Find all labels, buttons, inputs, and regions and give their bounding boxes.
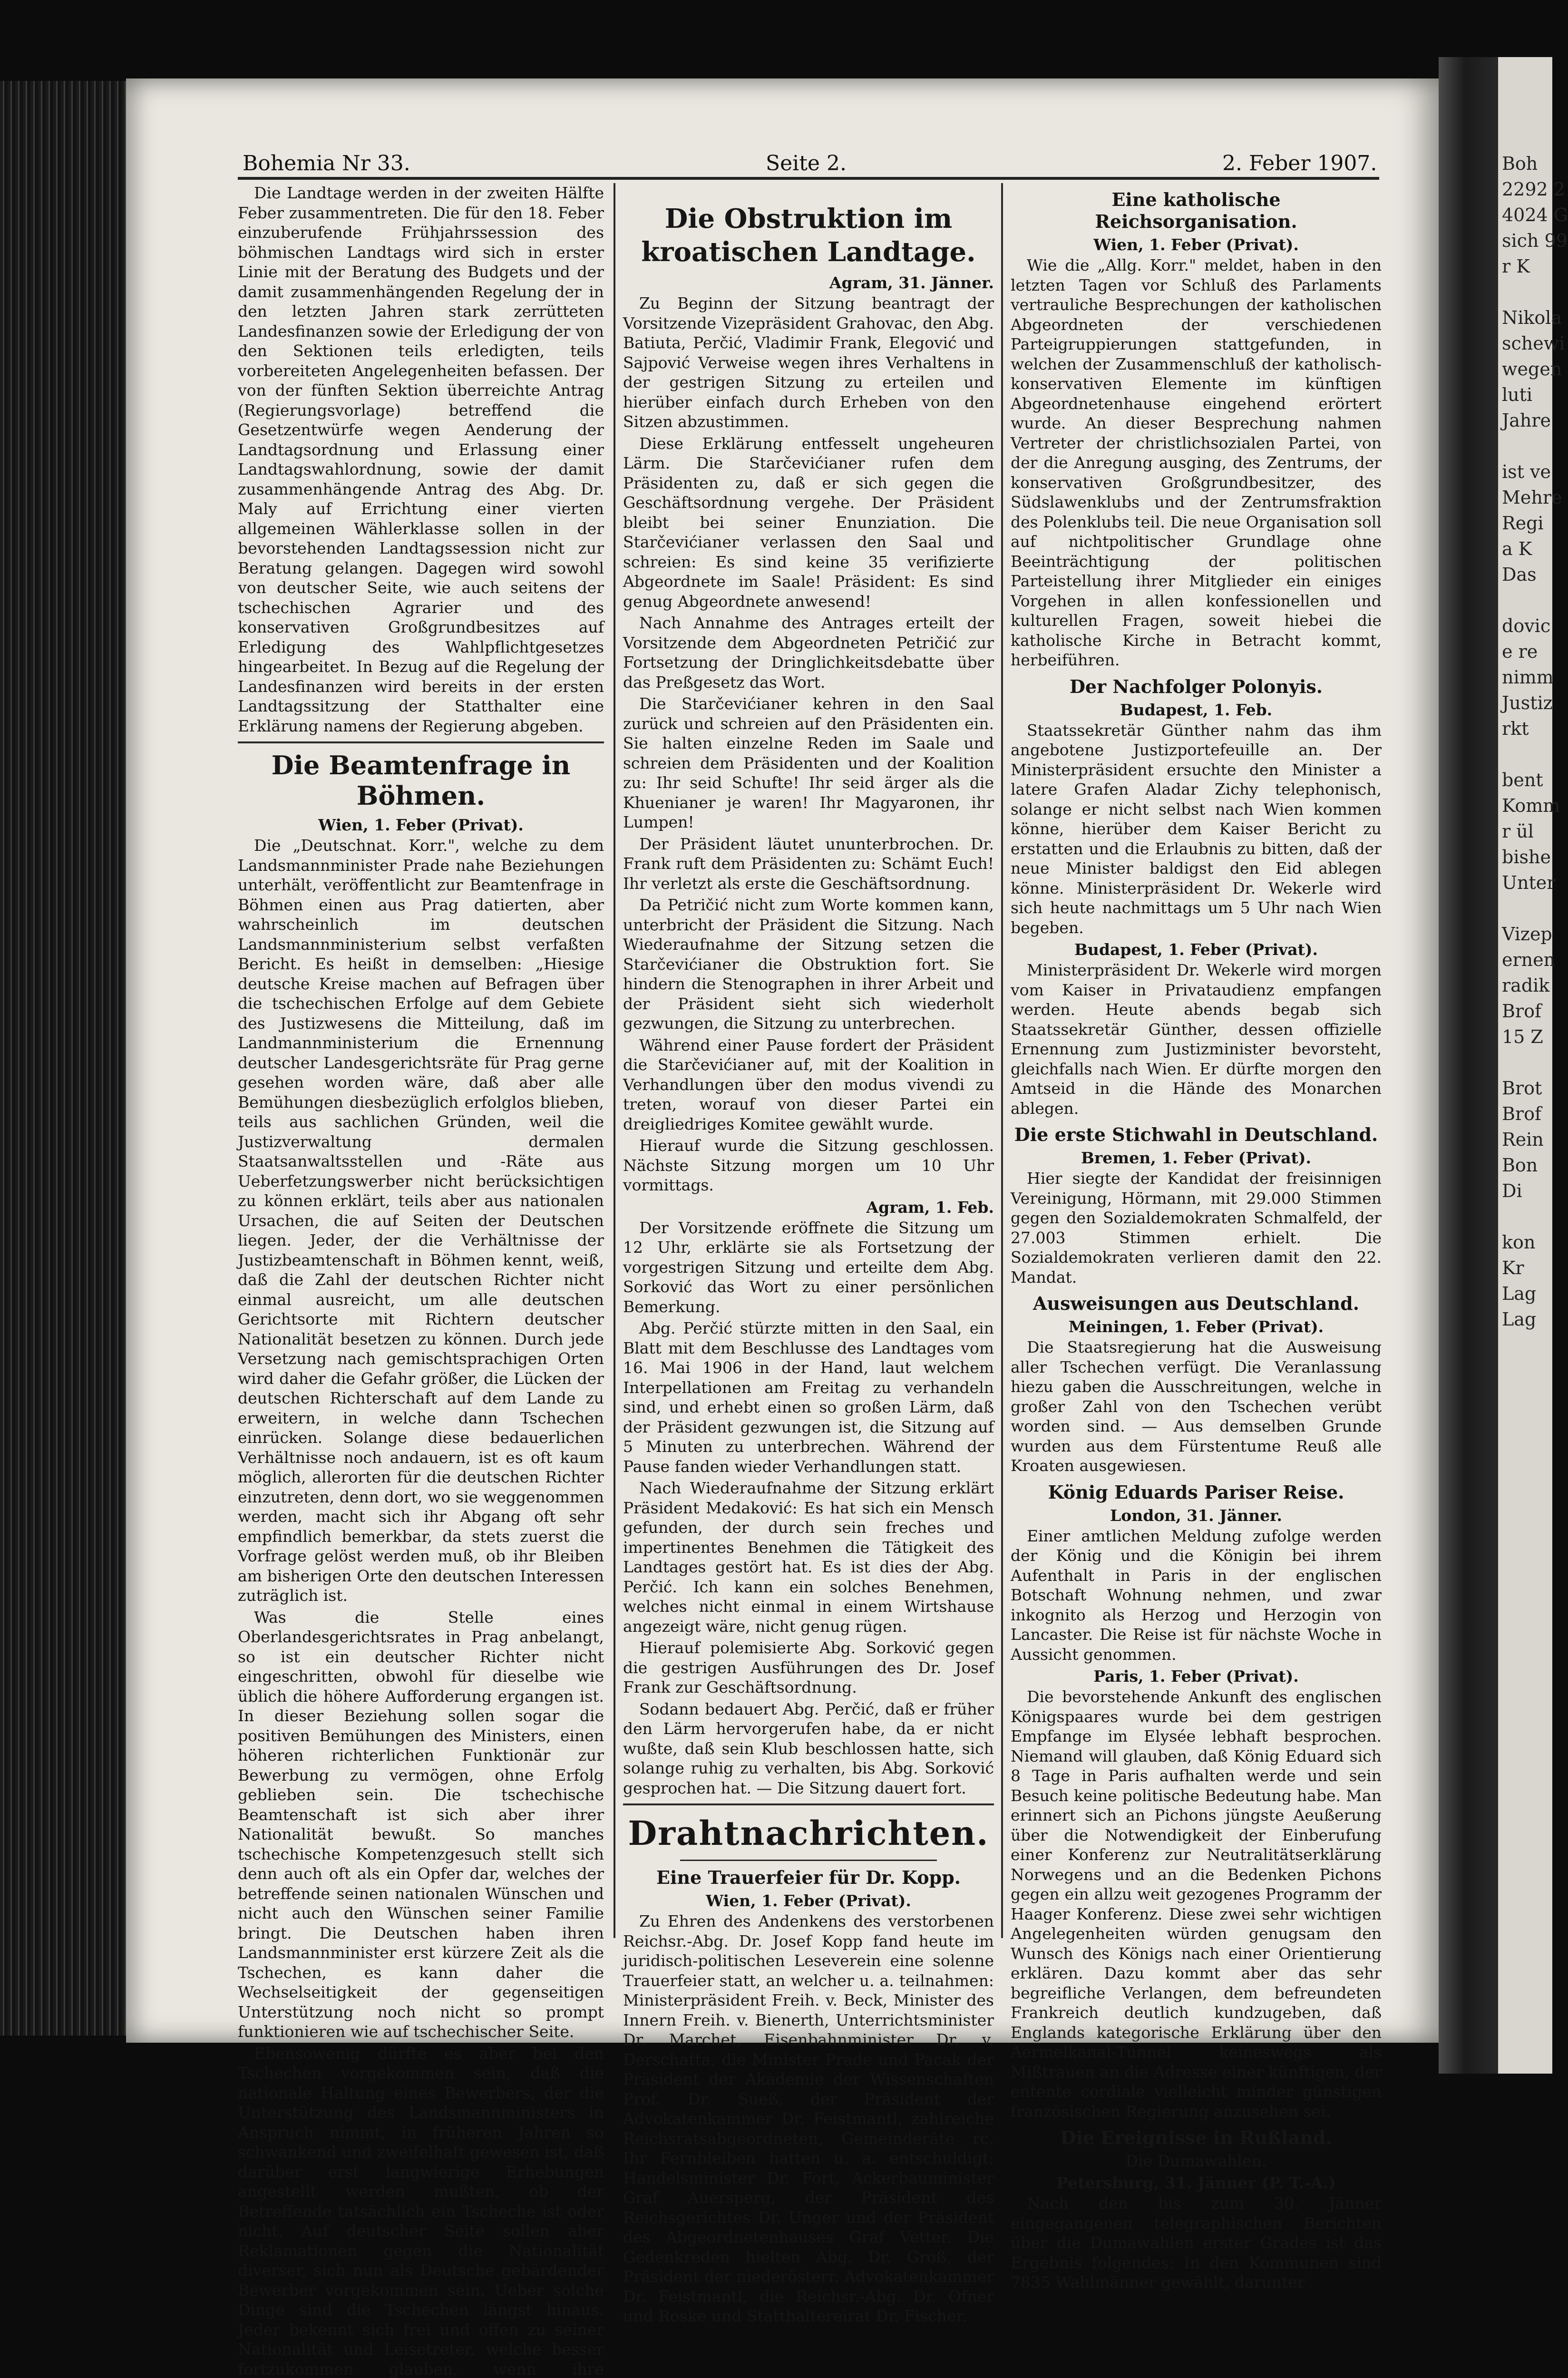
- article-paragraph: Diese Erklärung entfesselt ungeheuren Lärm. Die Starčevićianer rufen dem Präsidenten zu, daß er sich gegen die Geschäftsordnung vergehe. Der Präsident bleibt bei seiner Enunziation. Die Starčevićianer verlassen den Saal und schreien: Es sind keine 35 verifizierte Abgeordnete im Saale! Präsident: Es sind genug Abgeordnete anwesend!: [623, 434, 994, 612]
- article-paragraph: Einer amtlichen Meldung zufolge werden der König und die Königin bei ihrem Aufenthalt in Paris in der englischen Botschaft Wohnung nehmen, und zwar inkognito als Herzog und Herzogin von Lancaster. Die Reise ist für nächste Woche in Aussicht genommen.: [1011, 1526, 1382, 1665]
- adjacent-page-line: Komm: [1502, 794, 1552, 817]
- article-paragraph: Wie die „Allg. Korr." meldet, haben in den letzten Tagen vor Schluß des Parlaments vertrauliche Besprechungen der katholischen Abgeordneten der verschiedenen Parteigruppierungen stattgefunden, in welchen der Zusammenschluß der katholisch-konservativen Elemente im künftigen Abgeordnetenhause eingehend erörtert wurde. An dieser Besprechung nahmen Vertreter der christlichsozialen Partei, von der die Anregung ausging, des Zentrums, der konservativen Großgrundbesitzer, des Südslawenklubs und der Zentrumsfraktion des Polenklubs teil. Die neue Organisation soll auf nichtpolitischer Grundlage ohne Beeinträchtigung der politischen Parteistellung ihrer Mitglieder ein einiges Vorgehen in allen konfessionellen und kulturellen Fragen, soweit hiebei die katholische Kirche in Betracht kommt, herbeiführen.: [1011, 255, 1382, 670]
- article-paragraph: Zu Beginn der Sitzung beantragt der Vorsitzende Vizepräsident Grahovac, den Abg. Batiuta, Perčić, Vladimir Frank, Elegović und Sajpović Verweise wegen ihres Verhaltens in der gestrigen Sitzung zu erteilen und hierüber einfach durch Erheben von den Sitzen abzustimmen.: [623, 293, 994, 432]
- dateline: Wien, 1. Feber (Privat).: [238, 816, 604, 835]
- adjacent-page-line: r ül: [1502, 820, 1552, 843]
- page-header: [243, 151, 1374, 180]
- headline-beamtenfrage: Die Beamtenfrage in Böhmen.: [238, 750, 604, 811]
- section-divider: [680, 1860, 937, 1861]
- adjacent-page-line: Unter: [1502, 871, 1552, 894]
- article-paragraph: Was die Stelle eines Oberlandesgerichtsrates in Prag anbelangt, so ist ein deutscher Richter nicht eingeschritten, obwohl für dieselbe wie üblich die höhere Aufforderung ergangen ist. In dieser Beziehung sollen sogar die positiven Bemühungen des Ministers, einen höheren richterlichen Funktionär zur Bewerbung zu vermögen, ohne Erfolg geblieben sein. Die tschechische Beamtenschaft ist sich aber ihrer Nationalität bewußt. So manches tschechische Kompetenzgesuch stellt sich denn auch oft als ein Opfer dar, welches der betreffende seinen nationalen Wünschen und nicht auch den Wünschen seiner Familie bringt. Die Deutschen haben ihren Landsmannminister erst kürzere Zeit als die Tschechen, es kann daher die Wechselseitigkeit der gegenseitigen Unterstützung noch nicht so prompt funktionieren wie auf tschechischer Seite.: [238, 1608, 604, 2042]
- adjacent-page-line: a K: [1502, 537, 1552, 560]
- headline-stichwahl: Die erste Stichwahl in Deutschland.: [1011, 1124, 1382, 1146]
- headline-koenig-eduard: König Eduards Pariser Reise.: [1011, 1481, 1382, 1503]
- dateline: Wien, 1. Feber (Privat).: [1011, 235, 1382, 254]
- article-paragraph: Ebensowenig dürfte es aber bei den Tschechen vorgekommen sein, daß die nationale Haltung eines Bewerbers, der die Unterstützung des Landsmannministers in Anspruch nimmt, in früheren Jahren so schwankend und zweifelhaft gewesen ist, daß darüber erst langwierige Erhebungen angestellt werden mußten, ob der Betreffende tatsächlich ein Tscheche ist oder nicht. Auf deutscher Seite sollen aber Reklamationen gegen die Nationalität diverser, sich nun als Deutsche gebärdender Bewerber vorgekommen sein. Ueber solche Dinge sind die Tschechen längst hinaus. Jeder bekennt sich frei und offen zu seiner Nationalität und Leisetreter, welche besser fortzukommen glauben, wenn ihre: [238, 2044, 604, 2378]
- adjacent-page-line: Lag: [1502, 1282, 1552, 1305]
- adjacent-page-line: dovic: [1502, 614, 1552, 637]
- headline-obstruktion: Die Obstruktion im kroatischen Landtage.: [623, 202, 994, 269]
- article-paragraph: Die „Deutschnat. Korr.", welche zu dem Landsmannminister Prade nahe Beziehungen unterhält, veröffentlicht zur Beamtenfrage in Böhmen einen aus Prag datierten, aber wahrscheinlich im deutschen Landsmannministerium selbst verfaßten Bericht. Es heißt in demselben: „Hiesige deutsche Kreise machen auf Befragen über die tschechischen Erfolge auf dem Gebiete des Justizwesens die Mitteilung, daß im Landmannministerium die Ernennung deutscher Landesgerichtsräte für Prag gerne gesehen worden wäre, daß aber alle Bemühungen diesbezüglich erfolglos blieben, teils aus sachlichen Gründen, weil die Justizverwaltung dermalen Staatsanwaltsstellen und -Räte aus Ueberfetzungswerber nicht berücksichtigen zu können erklärt, teils aber aus nationalen Ursachen, die auf Seiten der Deutschen liegen. Jeder, der die Verhältnisse der Justizbeamtenschaft in Böhmen kennt, weiß, daß die Zahl der deutschen Richter nicht einmal ausreicht, um alle deutschen Gerichtsorte mit Richtern deutscher Nationalität besetzen zu können. Durch jede Versetzung nach gemischtsprachigen Orten wird daher die Gefahr größer, die Lücken der deutschen Richterschaft auf dem Lande zu erweitern, in welche dann Tschechen einrücken. Solange diese bedauerlichen Verhältnisse noch andauern, ist es oft kaum möglich, allerorten für die deutschen Richter einzutreten, denn dort, wo sie weggenommen werden, macht sich ihr Abgang oft sehr empfindlich bemerkbar, da stets zuerst die Vorfrage gelöst werden muß, ob ihr Bleiben am bisherigen Orte den deutschen Interessen zuträglich ist.: [238, 836, 604, 1606]
- adjacent-page-line: Justiz: [1502, 692, 1552, 714]
- article-paragraph: Ministerpräsident Dr. Wekerle wird morgen vom Kaiser in Privataudienz empfangen werden. Heute abends begab sich Staatssekretär Günther, dessen offizielle Ernennung zum Justizminister bevorsteht, gleichfalls nach Wien. Er dürfte morgen den Amtseid in die Hände des Monarchen ablegen.: [1011, 960, 1382, 1118]
- article-paragraph: Nach den bis zum 30. Jänner eingegangenen telegraphischen Berichten über die Dumawahlen erster Grades ist das Ergebnis folgendes: In den Kommunen sind 7835 Wahlmänner gewählt, darunter: [1011, 2193, 1382, 2292]
- article-paragraph: Staatssekretär Günther nahm das ihm angebotene Justizportefeuille an. Der Ministerpräsident ersuchte den Minister a latere Grafen Aladar Zichy telephonisch, solange er nicht selbst nach Wien kommen könne, hierüber dem Kaiser Bericht zu erstatten und die Erlaubnis zu bitten, daß der neue Minister baldigst den Eid ablegen könne. Ministerpräsident Dr. Wekerle wird sich heute nachmittags um 5 Uhr nach Wien begeben.: [1011, 721, 1382, 938]
- adjacent-page-line: schewi: [1502, 332, 1552, 355]
- adjacent-page-line: Brot: [1502, 1077, 1552, 1100]
- headline-polonyi: Der Nachfolger Polonyis.: [1011, 676, 1382, 698]
- adjacent-page-line: ernen: [1502, 948, 1552, 971]
- adjacent-page-line: Brof: [1502, 1102, 1552, 1125]
- dateline: Agram, 31. Jänner.: [623, 273, 994, 292]
- adjacent-page-line: kon: [1502, 1231, 1552, 1254]
- dateline: London, 31. Jänner.: [1011, 1506, 1382, 1525]
- adjacent-page-line: 15 Z: [1502, 1025, 1552, 1048]
- adjacent-page-line: r K: [1502, 255, 1552, 278]
- adjacent-page-line: ist ve: [1502, 460, 1552, 483]
- dateline: Wien, 1. Feber (Privat).: [623, 1891, 994, 1910]
- article-paragraph: Während einer Pause fordert der Präsident die Starčevićianer auf, mit der Koalition in Verhandlungen über den modus vivendi zu treten, worauf von dieser Partei ein dreigliedriges Komitee gewählt wurde.: [623, 1035, 994, 1134]
- adjacent-page-line: Jahre: [1502, 409, 1552, 432]
- article-paragraph: Sodann bedauert Abg. Perčić, daß er früher den Lärm hervorgerufen habe, da er nicht wußte, daß sein Klub beschlossen hatte, sich solange ruhig zu verhalten, bis Abg. Sorković gesprochen hat. — Die Sitzung dauert fort.: [623, 1699, 994, 1798]
- article-paragraph: Hier siegte der Kandidat der freisinnigen Vereinigung, Hörmann, mit 29.000 Stimmen gegen den Sozialdemokraten Schmalfeld, der 27.003 Stimmen erhielt. Die Sozialdemokraten verlieren damit den 22. Mandat.: [1011, 1169, 1382, 1287]
- book-spine-edge: [0, 81, 128, 2036]
- article-paragraph: Nach Wiederaufnahme der Sitzung erklärt Präsident Medaković: Es hat sich ein Mensch gefunden, der durch sein freches und impertinentes Benehmen die Tätigkeit des Landtages gestört hat. Es ist dies der Abg. Perčić. Ich kann ein solches Benehmen, welches nicht einmal in einem Wirtshause angezeigt wäre, nicht genug rügen.: [623, 1478, 994, 1636]
- article-paragraph: Nach Annahme des Antrages erteilt der Vorsitzende dem Abgeordneten Petričić zur Fortsetzung der Dringlichkeitsdebatte über das Preßgesetz das Wort.: [623, 613, 994, 692]
- adjacent-page-line: rkt: [1502, 717, 1552, 740]
- article-paragraph: Der Präsident läutet ununterbrochen. Dr. Frank ruft dem Präsidenten zu: Schämt Euch! Ihr verletzt als erste die Geschäftsordnung.: [623, 834, 994, 894]
- article-paragraph: Abg. Perčić stürzte mitten in den Saal, ein Blatt mit dem Beschlusse des Landtages vom 16. Mai 1906 in der Hand, laut welchem Interpellationen am Freitag zu verhandeln sind, und erhebt einen so großen Lärm, daß der Präsident gezwungen ist, die Sitzung auf 5 Minuten zu unterbrechen. Während der Pause fanden wieder Verhandlungen statt.: [623, 1318, 994, 1476]
- headline-ausweisungen: Ausweisungen aus Deutschland.: [1011, 1293, 1382, 1315]
- adjacent-page-line: Das: [1502, 563, 1552, 586]
- column-divider: [1001, 183, 1003, 1938]
- dateline: Agram, 1. Feb.: [623, 1198, 994, 1217]
- adjacent-page-line: nimm: [1502, 666, 1552, 689]
- article-paragraph: Die bevorstehende Ankunft des englischen Königspaares wurde bei dem gestrigen Empfange im Elysée lebhaft besprochen. Niemand will glauben, daß König Eduard sich 8 Tage in Paris aufhalten werde und sein Besuch keine politische Bedeutung habe. Man erinnert sich an Pichons jüngste Aeußerung über die Notwendigkeit der Einberufung einer Konferenz zur Neutralitätserklärung Norwegens und an die Bedenken Pichons gegen ein allzu weit gezogenes Programm der Haager Konferenz. Diese zwei sehr wichtigen Angelegenheiten würden genugsam den Wunsch des Königs nach einer Orientierung erklären. Dazu kommt aber das sehr begreifliche Verlangen, dem befreundeten Frankreich deutlich kundzugeben, daß Englands kategorische Erklärung über den Aermelkanal-Tunnel keineswegs als Mißtrauen an die Adresse einer künftigen, der entente cordiale vielleicht minder günstigen französischen Regierung anzusehen sei.: [1011, 1687, 1382, 2121]
- dateline: Budapest, 1. Feber (Privat).: [1011, 940, 1382, 959]
- headline-drahtnachrichten: Drahtnachrichten.: [623, 1812, 994, 1855]
- column-3: [1011, 183, 1382, 1943]
- adjacent-page-line: Rein: [1502, 1128, 1552, 1151]
- adjacent-page-line: Brof: [1502, 1000, 1552, 1023]
- adjacent-page-line: Regi: [1502, 512, 1552, 535]
- adjacent-page-line: radik: [1502, 974, 1552, 997]
- article-paragraph: Die Starčevićianer kehren in den Saal zurück und schreien auf den Präsidenten ein. Sie halten einzelne Reden im Saale und schreien dem Präsidenten und der Koalition zu: Ihr seid Schufte! Ihr seid ärger als die Khuenianer je waren! Ihr Magyaronen, ihr Lumpen!: [623, 694, 994, 832]
- adjacent-page-line: luti: [1502, 383, 1552, 406]
- headline-trauerfeier: Eine Trauerfeier für Dr. Kopp.: [623, 1867, 994, 1889]
- headline-russland: Die Ereignisse in Rußland.: [1011, 2127, 1382, 2149]
- headline-katholische: Eine katholische Reichsorganisation.: [1011, 189, 1382, 233]
- dateline: Budapest, 1. Feb.: [1011, 701, 1382, 720]
- section-divider: [238, 741, 604, 743]
- article-paragraph: Da Petričić nicht zum Worte kommen kann, unterbricht der Präsident die Sitzung. Nach Wiederaufnahme der Sitzung setzen die Starčevićianer die Obstruktion fort. Sie hindern die Stenographen in ihrer Arbeit und der Präsident sieht sich wiederholt gezwungen, die Sitzung zu unterbrechen.: [623, 895, 994, 1033]
- adjacent-page-fragment: [1498, 57, 1552, 2074]
- article-paragraph: Die Staatsregierung hat die Ausweisung aller Tschechen verfügt. Die Veranlassung hiezu gaben die Ausschreitungen, welche in großer Zahl von den Tschechen verübt worden sind. — Aus demselben Grunde wurden aus dem Fürstentume Reuß alle Kroaten ausgewiesen.: [1011, 1337, 1382, 1476]
- header-issue: Bohemia Nr 33.: [243, 151, 410, 175]
- adjacent-page-line: Bon: [1502, 1154, 1552, 1177]
- adjacent-page-line: Vizep: [1502, 923, 1552, 945]
- header-date: 2. Feber 1907.: [1222, 151, 1377, 175]
- section-divider: [623, 1803, 994, 1805]
- article-paragraph: Hierauf wurde die Sitzung geschlossen. Nächste Sitzung morgen um 10 Uhr vormittags.: [623, 1136, 994, 1195]
- adjacent-page-line: e re: [1502, 640, 1552, 663]
- adjacent-page-line: Mehre: [1502, 486, 1552, 509]
- article-paragraph: Der Vorsitzende eröffnete die Sitzung um 12 Uhr, erklärte sie als Fortsetzung der vorgestrigen Sitzung und erteilte dem Abg. Sorković das Wort zu einer persönlichen Bemerkung.: [623, 1218, 994, 1317]
- adjacent-page-line: 4024 G: [1502, 204, 1552, 226]
- header-page-number: Seite 2.: [766, 151, 847, 175]
- column-1: [238, 183, 604, 1943]
- column-divider: [614, 183, 615, 1938]
- adjacent-page-line: bishe: [1502, 846, 1552, 868]
- adjacent-page-line: Kr: [1502, 1257, 1552, 1279]
- subheadline-dumawahlen: Die Dumawahlen.: [1011, 2152, 1382, 2171]
- adjacent-page-line: Boh: [1502, 152, 1552, 175]
- adjacent-page-line: sich 99: [1502, 229, 1552, 252]
- landtage-paragraph: Die Landtage werden in der zweiten Hälfte Feber zusammentreten. Die für den 18. Feber einzuberufende Frühjahrssession des böhmischen Landtags wird sich in erster Linie mit der Beratung des Budgets und der damit zusammenhängenden Regelung der in den letzten Jahren stark zerrütteten Landesfinanzen sowie der Erledigung der von den Sektionen teils erledigten, teils vorbereiteten Angelegenheiten befassen. Der von der fünften Sektion überreichte Antrag (Regierungsvorlage) betreffend die Gesetzentwürfe wegen Aenderung der Landtagsordnung und Erlassung einer Landtagswahlordnung, sowie der damit zusammenhängende Antrag des Abg. Dr. Maly auf Errichtung einer vierten allgemeinen Wählerklasse sollen in der bevorstehenden Landtagssession nicht zur Beratung gelangen. Dagegen wird sowohl von deutscher Seite, wie auch seitens der tschechischen Agrarier und des konservativen Großgrundbesitzes auf Erledigung des Wahlpflichtgesetzes hingearbeitet. In Bezug auf die Regelung der Landesfinanzen wird bereits in der ersten Landtagssitzung der Statthalter eine Erklärung namens der Regierung abgeben.: [238, 183, 604, 736]
- adjacent-page-line: wegen: [1502, 358, 1552, 380]
- dateline: Meiningen, 1. Feber (Privat).: [1011, 1317, 1382, 1336]
- adjacent-page-text: [1498, 152, 1552, 1331]
- page-gutter: [1439, 57, 1505, 2074]
- adjacent-page-line: bent: [1502, 769, 1552, 791]
- article-paragraph: Hierauf polemisierte Abg. Sorković gegen die gestrigen Ausführungen des Dr. Josef Frank zur Geschäftsordnung.: [623, 1638, 994, 1697]
- article-paragraph: Zu Ehren des Andenkens des verstorbenen Reichsr.-Abg. Dr. Josef Kopp fand heute im juridisch-politischen Leseverein eine solenne Trauerfeier statt, an welcher u. a. teilnahmen: Ministerpräsident Freih. v. Beck, Minister des Innern Freih. v. Bienerth, Unterrichtsminister Dr. Marchet, Eisenbahnminister Dr. v. Derschatta, die Minister Prade und Pacak der Präsident der Akademie der Wissenschaften Prof. Dr. Sueß, der Präsident der Advokatenkammer Dr. Feistmantl, zahlreiche Reichsratsabgeordneten, Gemeinderäte rc. Ihr Fernbleiben hatten u. a. entschuldigt: Handelsminister Dr. Fort, Ackerbauminister Graf Auersperg, der Präsident des Reichsgerichtes Dr. Unger und der Präsident des Abgeordnetenhauses Graf Vetter. Die Gedenkreden hielten Abg. Dr. Groß, der Präsident der niederösterr. Advokatenkammer Dr. Feistmantl, die Reichsr.-Abg. Dr. Ofner und Roske und Statthaltereirat Dr. Fischer.: [623, 1911, 994, 2326]
- dateline: Paris, 1. Feber (Privat).: [1011, 1667, 1382, 1686]
- column-2: [623, 183, 994, 1943]
- dateline: Bremen, 1. Feber (Privat).: [1011, 1149, 1382, 1168]
- adjacent-page-line: 2292 2: [1502, 178, 1552, 201]
- adjacent-page-line: Di: [1502, 1179, 1552, 1202]
- adjacent-page-line: Lag: [1502, 1308, 1552, 1331]
- header-rule: [238, 177, 1379, 180]
- dateline: Petersburg, 31. Jänner (P. T.-A.): [1011, 2173, 1382, 2193]
- adjacent-page-line: Nikola: [1502, 306, 1552, 329]
